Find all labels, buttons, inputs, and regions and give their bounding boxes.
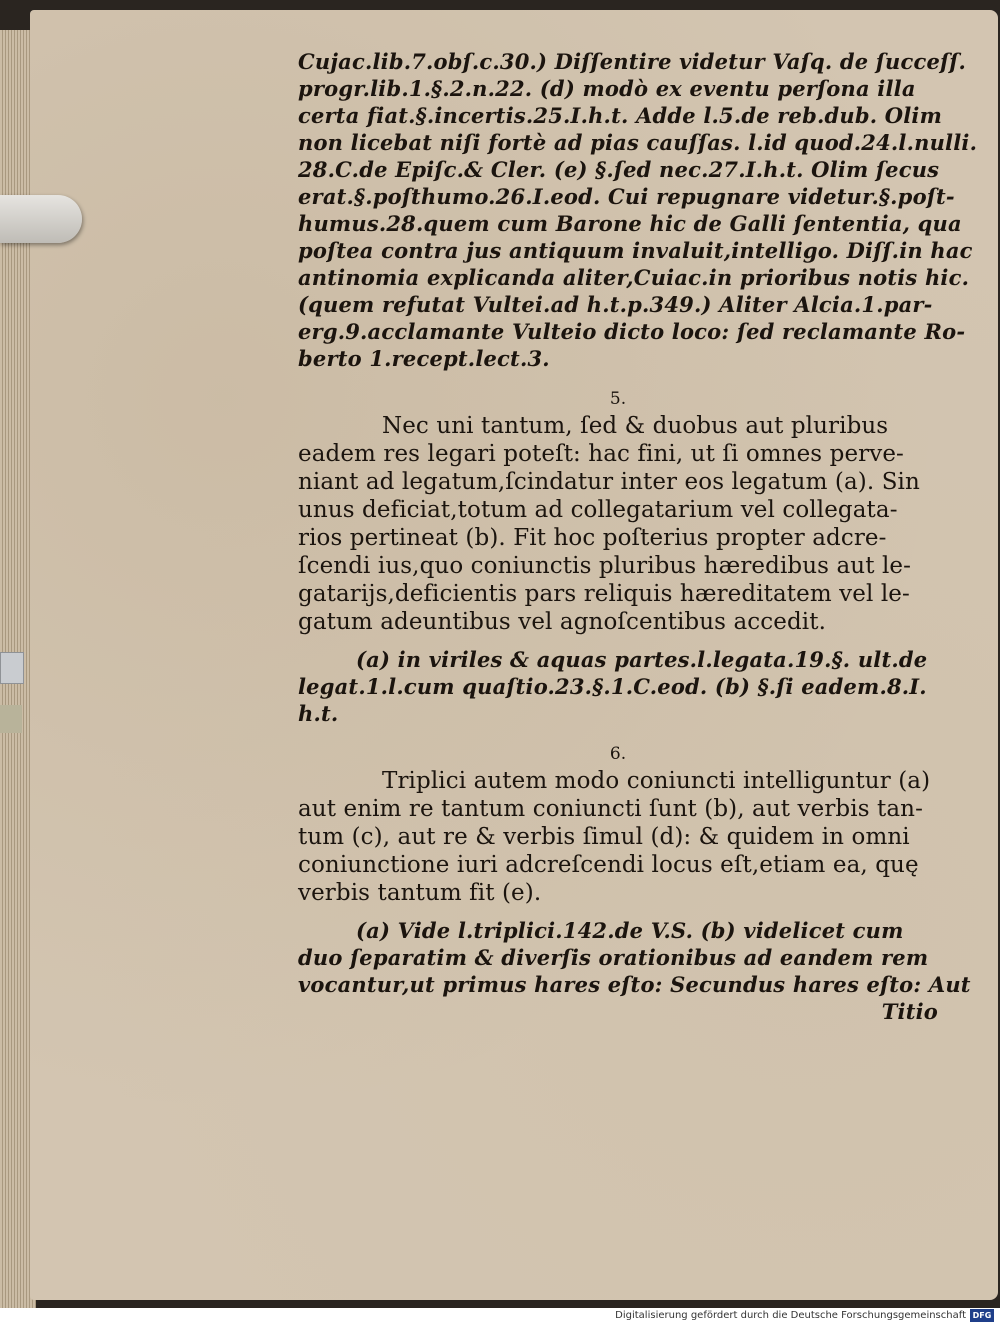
text-line: gatarijs,deficientis pars reliquis hæreditatem vel le-: [298, 581, 910, 607]
text-line: (a) in viriles & aquas partes.l.legata.19.§. ult.de: [356, 647, 928, 672]
text-line: vocantur,ut primus hares eſto: Secundus hares eſto: Aut: [298, 972, 971, 997]
text-line: erg.9.acclamante Vulteio dicto loco: ſed reclamante Ro-: [298, 319, 966, 344]
text-line: unus deficiat,totum ad collegatarium vel collegata-: [298, 497, 898, 523]
dfg-logo: DFG: [970, 1309, 994, 1322]
text-line: duo ſeparatim & diverſis orationibus ad eandem rem: [298, 945, 929, 970]
text-line: berto 1.recept.lect.3.: [298, 346, 550, 371]
text-line: h.t.: [298, 701, 339, 726]
text-line: Cujac.lib.7.obſ.c.30.) Diſſentire videtur Vaſq. de ſucceſſ.: [298, 49, 967, 74]
section-number: 5.: [609, 389, 627, 409]
page-text-block: [298, 48, 978, 1025]
text-line: eadem res legari poteſt: hac fini, ut ſi omnes perve-: [298, 441, 904, 467]
text-line: tum (c), aut re & verbis ſimul (d): & quidem in omni: [298, 824, 910, 850]
text-line: (quem refutat Vultei.ad h.t.p.349.) Aliter Alcia.1.par-: [298, 292, 933, 317]
catchword: Titio: [881, 999, 938, 1024]
page-clip: [0, 195, 82, 243]
page-marker-strip-lower: [0, 705, 22, 733]
text-line: ſcendi ius,quo coniunctis pluribus hæredibus aut le-: [298, 553, 911, 579]
text-line: non licebat niſi fortè ad pias cauſſas. l.id quod.24.l.nulli.: [298, 130, 978, 155]
section-number: 6.: [609, 744, 627, 764]
text-line: rios pertineat (b). Fit hoc poſterius propter adcre-: [298, 525, 887, 551]
text-line: erat.§.poſthumo.26.I.eod. Cui repugnare videtur.§.poſt-: [298, 184, 955, 209]
text-line: poſtea contra jus antiquum invaluit,intelligo. Diſſ.in hac: [298, 238, 973, 263]
text-line: humus.28.quem cum Barone hic de Galli ſententia, qua: [298, 211, 962, 236]
text-line: legat.1.l.cum quaſtio.23.§.1.C.eod. (b) §.ſi eadem.8.I.: [298, 674, 927, 699]
text-line: (a) Vide l.triplici.142.de V.S. (b) videlicet cum: [356, 918, 904, 943]
text-line: antinomia explicanda aliter,Cuiac.in prioribus notis hic.: [298, 265, 970, 290]
text-line: progr.lib.1.§.2.n.22. (d) modò ex eventu perſona illa: [298, 76, 916, 101]
text-line: 28.C.de Epiſc.& Cler. (e) §.ſed nec.27.I.h.t. Olim ſecus: [298, 157, 940, 182]
text-line: Triplici autem modo coniuncti intelliguntur (a): [382, 768, 931, 794]
page-marker-strip: [0, 652, 24, 684]
text-line: niant ad legatum,ſcindatur inter eos legatum (a). Sin: [298, 469, 920, 495]
text-line: verbis tantum fit (e).: [298, 880, 542, 906]
text-line: coniunctione iuri adcreſcendi locus eſt,etiam ea, quę: [298, 852, 919, 878]
text-line: gatum adeuntibus vel agnoſcentibus accedit.: [298, 609, 826, 635]
text-line: Nec uni tantum, ſed & duobus aut pluribus: [382, 413, 889, 439]
text-line: aut enim re tantum coniuncti ſunt (b), aut verbis tan-: [298, 796, 923, 822]
text-line: certa fiat.§.incertis.25.I.h.t. Adde l.5.de reb.dub. Olim: [298, 103, 943, 128]
digitization-credit: Digitalisierung gefördert durch die Deutsche Forschungsgemeinschaft: [615, 1310, 966, 1321]
